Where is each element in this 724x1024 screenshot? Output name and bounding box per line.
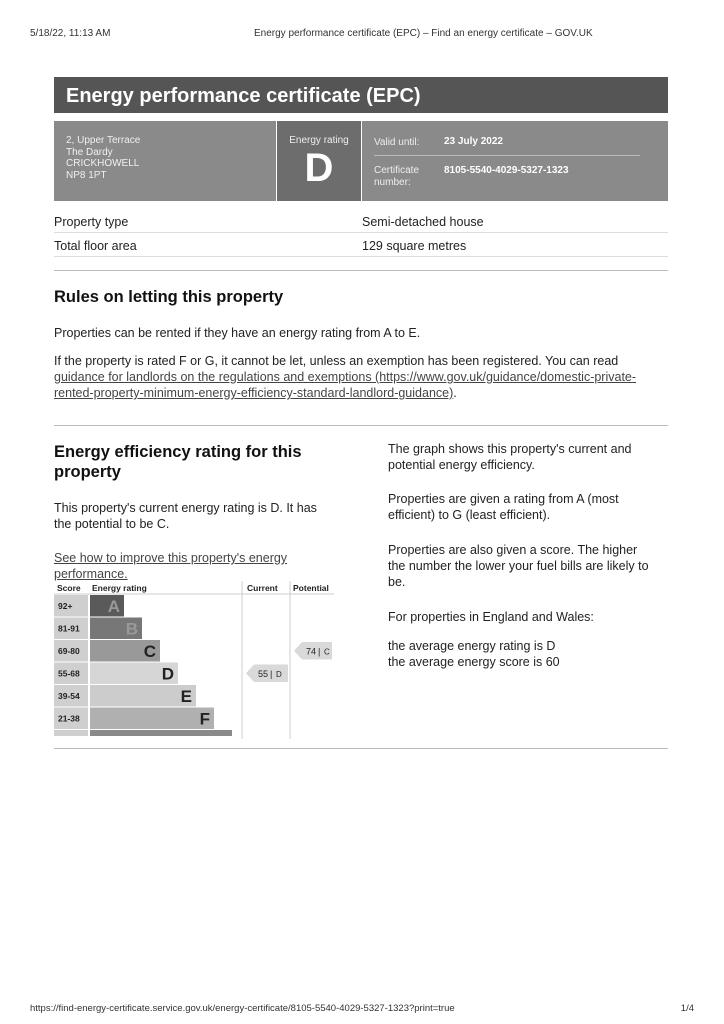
rating-letter-b: B xyxy=(125,619,138,639)
explanation-line: be. xyxy=(388,575,406,589)
chart-header-current: Current xyxy=(247,583,278,593)
letting-paragraph-2-text: If the property is rated F or G, it cannot be let, unless an exemption has been registered. You can read xyxy=(54,354,619,368)
section-divider xyxy=(54,748,668,749)
rating-bar-g xyxy=(90,730,232,736)
explanation-line: Properties are also given a score. The higher xyxy=(388,543,638,557)
certificate-title: Energy performance certificate (EPC) xyxy=(54,77,668,113)
potential-rating-letter: C xyxy=(324,647,330,657)
efficiency-heading-line: property xyxy=(54,463,121,481)
property-type-value: Semi-detached house xyxy=(362,215,484,229)
efficiency-heading xyxy=(54,442,354,482)
current-rating-text xyxy=(54,500,354,532)
print-url: https://find-energy-certificate.service.gov.uk/energy-certificate/8105-5540-4029-5327-1323?print=true xyxy=(30,1003,455,1014)
score-band-cell xyxy=(54,730,88,736)
meta-divider xyxy=(374,155,640,156)
potential-rating-separator: | xyxy=(318,646,321,657)
explanation-line: the number the lower your fuel bills are likely to xyxy=(388,559,649,573)
rating-letter-e: E xyxy=(180,687,192,706)
print-page-title: Energy performance certificate (EPC) – Find an energy certificate – GOV.UK xyxy=(254,28,593,39)
floor-area-value: 129 square metres xyxy=(362,239,467,253)
improve-performance-link[interactable]: See how to improve this property's energy xyxy=(54,551,288,565)
section-divider xyxy=(54,270,668,271)
graph-explanation xyxy=(388,441,688,473)
letting-heading: Rules on letting this property xyxy=(54,288,284,306)
property-type-label: Property type xyxy=(54,215,129,229)
address-line: 2, Upper Terrace xyxy=(66,135,141,146)
chart-header-rating: Energy rating xyxy=(92,583,147,593)
rating-explanation xyxy=(388,491,688,523)
certificate-number-value: 8105-5540-4029-5327-1323 xyxy=(444,165,569,176)
explanation-line: The graph shows this property's current and xyxy=(388,442,632,456)
letting-paragraph-2 xyxy=(54,353,668,401)
rating-bar-f xyxy=(90,708,214,730)
landlord-guidance-link[interactable]: guidance for landlords on the regulations and exemptions (https://www.gov.uk/guidance/domestic-private- xyxy=(54,370,637,384)
energy-rating-chart-svg xyxy=(54,581,334,739)
current-rating-line: the potential to be C. xyxy=(54,517,170,531)
score-band-label: 55-68 xyxy=(58,668,80,679)
rating-letter-c: C xyxy=(143,642,156,661)
energy-rating-box xyxy=(276,121,362,201)
property-type-row xyxy=(54,213,668,233)
certificate-meta xyxy=(364,121,668,201)
certificate-number-label: Certificate number: xyxy=(374,165,420,188)
explanation-line: efficient) to G (least efficient). xyxy=(388,508,551,522)
potential-rating-score: 74 xyxy=(306,646,317,657)
chart-header-score: Score xyxy=(57,583,81,593)
rating-letter-d: D xyxy=(161,664,174,684)
average-rating-line: the average energy rating is D xyxy=(388,639,556,653)
floor-area-label: Total floor area xyxy=(54,239,137,253)
score-band-label: 21-38 xyxy=(58,713,80,724)
energy-rating-letter: D xyxy=(304,146,334,190)
certificate-summary xyxy=(54,121,668,201)
energy-rating-chart xyxy=(54,581,334,739)
score-band-label: 39-54 xyxy=(58,691,80,701)
landlord-guidance-link-cont[interactable]: rented-property-minimum-energy-efficiency-standard-landlord-guidance) xyxy=(54,386,454,400)
address-line: NP8 1PT xyxy=(66,169,107,181)
property-address xyxy=(54,121,274,201)
score-band-label: 81-91 xyxy=(58,623,80,634)
rating-letter-f: F xyxy=(199,709,210,729)
average-score-line: the average energy score is 60 xyxy=(388,655,560,669)
section-divider xyxy=(54,425,668,426)
print-date: 5/18/22, 11:13 AM xyxy=(30,28,111,39)
print-page-number: 1/4 xyxy=(680,1003,694,1014)
current-rating-score: 55 xyxy=(258,668,269,679)
period: . xyxy=(453,386,457,400)
chart-header-potential: Potential xyxy=(293,583,329,593)
score-band-label: 69-80 xyxy=(58,646,80,656)
score-explanation xyxy=(388,542,688,590)
energy-rating-label: Energy rating xyxy=(289,135,349,146)
rating-letter-a: A xyxy=(107,597,120,616)
letting-paragraph-1: Properties can be rented if they have an energy rating from A to E. xyxy=(54,326,421,340)
region-text: For properties in England and Wales: xyxy=(388,610,594,624)
current-rating-letter: D xyxy=(276,669,282,679)
current-rating-separator: | xyxy=(270,668,273,679)
address-line: CRICKHOWELL xyxy=(66,158,140,169)
score-band-label: 92+ xyxy=(58,601,73,611)
improve-link-block xyxy=(54,550,354,582)
average-ratings xyxy=(388,638,688,670)
current-rating-line: This property's current energy rating is D. It has xyxy=(54,501,317,515)
explanation-line: potential energy efficiency. xyxy=(388,458,535,472)
print-footer xyxy=(30,1003,694,1017)
address-line: The Dardy xyxy=(66,146,113,158)
valid-until-label: Valid until: xyxy=(374,137,420,148)
explanation-line: Properties are given a rating from A (most xyxy=(388,492,619,506)
improve-performance-link-cont[interactable]: performance. xyxy=(54,567,128,581)
floor-area-row xyxy=(54,237,668,257)
valid-until-value: 23 July 2022 xyxy=(444,136,503,147)
print-header xyxy=(30,28,694,42)
efficiency-heading-line: Energy efficiency rating for this xyxy=(54,443,302,461)
